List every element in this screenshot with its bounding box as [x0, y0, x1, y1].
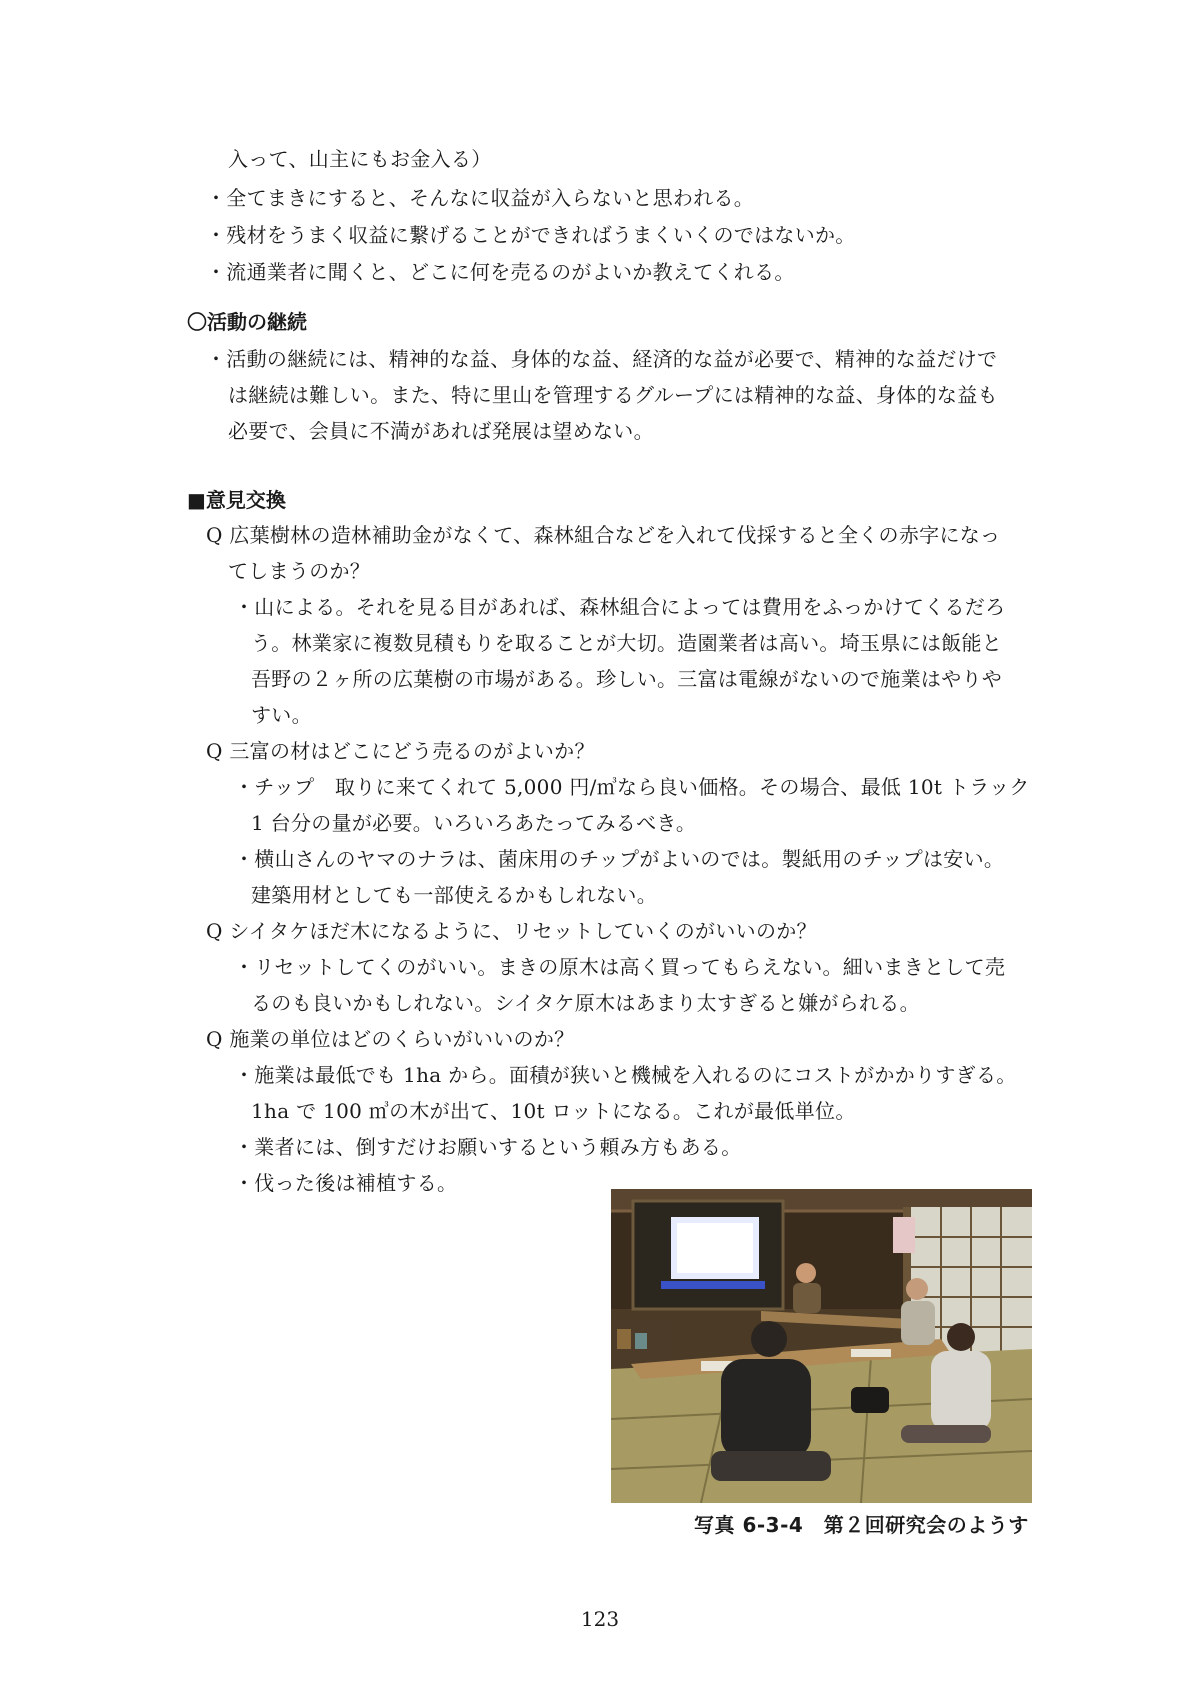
- bullet-item: ・活動の継続には、精神的な益、身体的な益、経済的な益が必要で、精神的な益だけで: [206, 347, 998, 371]
- text-line: 1 台分の量が必要。いろいろあたってみるべき。: [251, 811, 697, 835]
- text-line: すい。: [251, 703, 312, 727]
- bullet-item: ・全てまきにすると、そんなに収益が入らないと思われる。: [206, 186, 755, 210]
- answer-line: ・伐った後は補植する。: [234, 1171, 458, 1195]
- meeting-photo: [611, 1189, 1032, 1503]
- section-heading: ■意見交換: [187, 488, 286, 512]
- answer-line: ・施業は最低でも 1ha から。面積が狭いと機械を入れるのにコストがかかりすぎる。: [234, 1063, 1017, 1087]
- text-line: 入って、山主にもお金入る）: [228, 147, 492, 171]
- answer-line: ・チップ 取りに来てくれて 5,000 円/㎥なら良い価格。その場合、最低 10t トラック: [234, 775, 1030, 799]
- answer-line: ・リセットしてくのがいい。まきの原木は高く買ってもらえない。細いまきとして売: [234, 955, 1006, 979]
- text-line: は継続は難しい。また、特に里山を管理するグループには精神的な益、身体的な益も: [228, 383, 998, 407]
- text-line: 1ha で 100 ㎥の木が出て、10t ロットになる。これが最低単位。: [251, 1099, 856, 1123]
- bullet-item: ・残材をうまく収益に繋げることができればうまくいくのではないか。: [206, 223, 856, 247]
- question-line: Q シイタケほだ木になるように、リセットしていくのがいいのか？: [206, 919, 817, 943]
- answer-line: ・横山さんのヤマのナラは、菌床用のチップがよいのでは。製紙用のチップは安い。: [234, 847, 1005, 871]
- bullet-item: ・流通業者に聞くと、どこに何を売るのがよいか教えてくれる。: [206, 260, 795, 284]
- text-line: 建築用材としても一部使えるかもしれない。: [251, 883, 657, 907]
- question-line: Q 三富の材はどこにどう売るのがよいか？: [206, 739, 595, 763]
- text-line: 吾野の２ヶ所の広葉樹の市場がある。珍しい。三富は電線がないので施業はやりや: [251, 667, 1003, 691]
- page-number: 123: [580, 1607, 620, 1631]
- photo-caption: 写真 6-3-4 第２回研究会のようす: [694, 1513, 1029, 1537]
- text-line: てしまうのか？: [228, 559, 371, 583]
- section-heading: 〇活動の継続: [187, 310, 307, 334]
- question-line: Q 施業の単位はどのくらいがいいのか？: [206, 1027, 575, 1051]
- text-line: るのも良いかもしれない。シイタケ原木はあまり太すぎると嫌がられる。: [251, 991, 920, 1015]
- text-line: 必要で、会員に不満があれば発展は望めない。: [228, 419, 654, 443]
- text-line: う。林業家に複数見積もりを取ることが大切。造園業者は高い。埼玉県には飯能と: [251, 631, 1003, 655]
- answer-line: ・山による。それを見る目があれば、森林組合によっては費用をふっかけてくるだろ: [234, 595, 1006, 619]
- answer-line: ・業者には、倒すだけお願いするという頼み方もある。: [234, 1135, 742, 1159]
- question-line: Q 広葉樹林の造林補助金がなくて、森林組合などを入れて伐採すると全くの赤字になっ: [206, 523, 1001, 547]
